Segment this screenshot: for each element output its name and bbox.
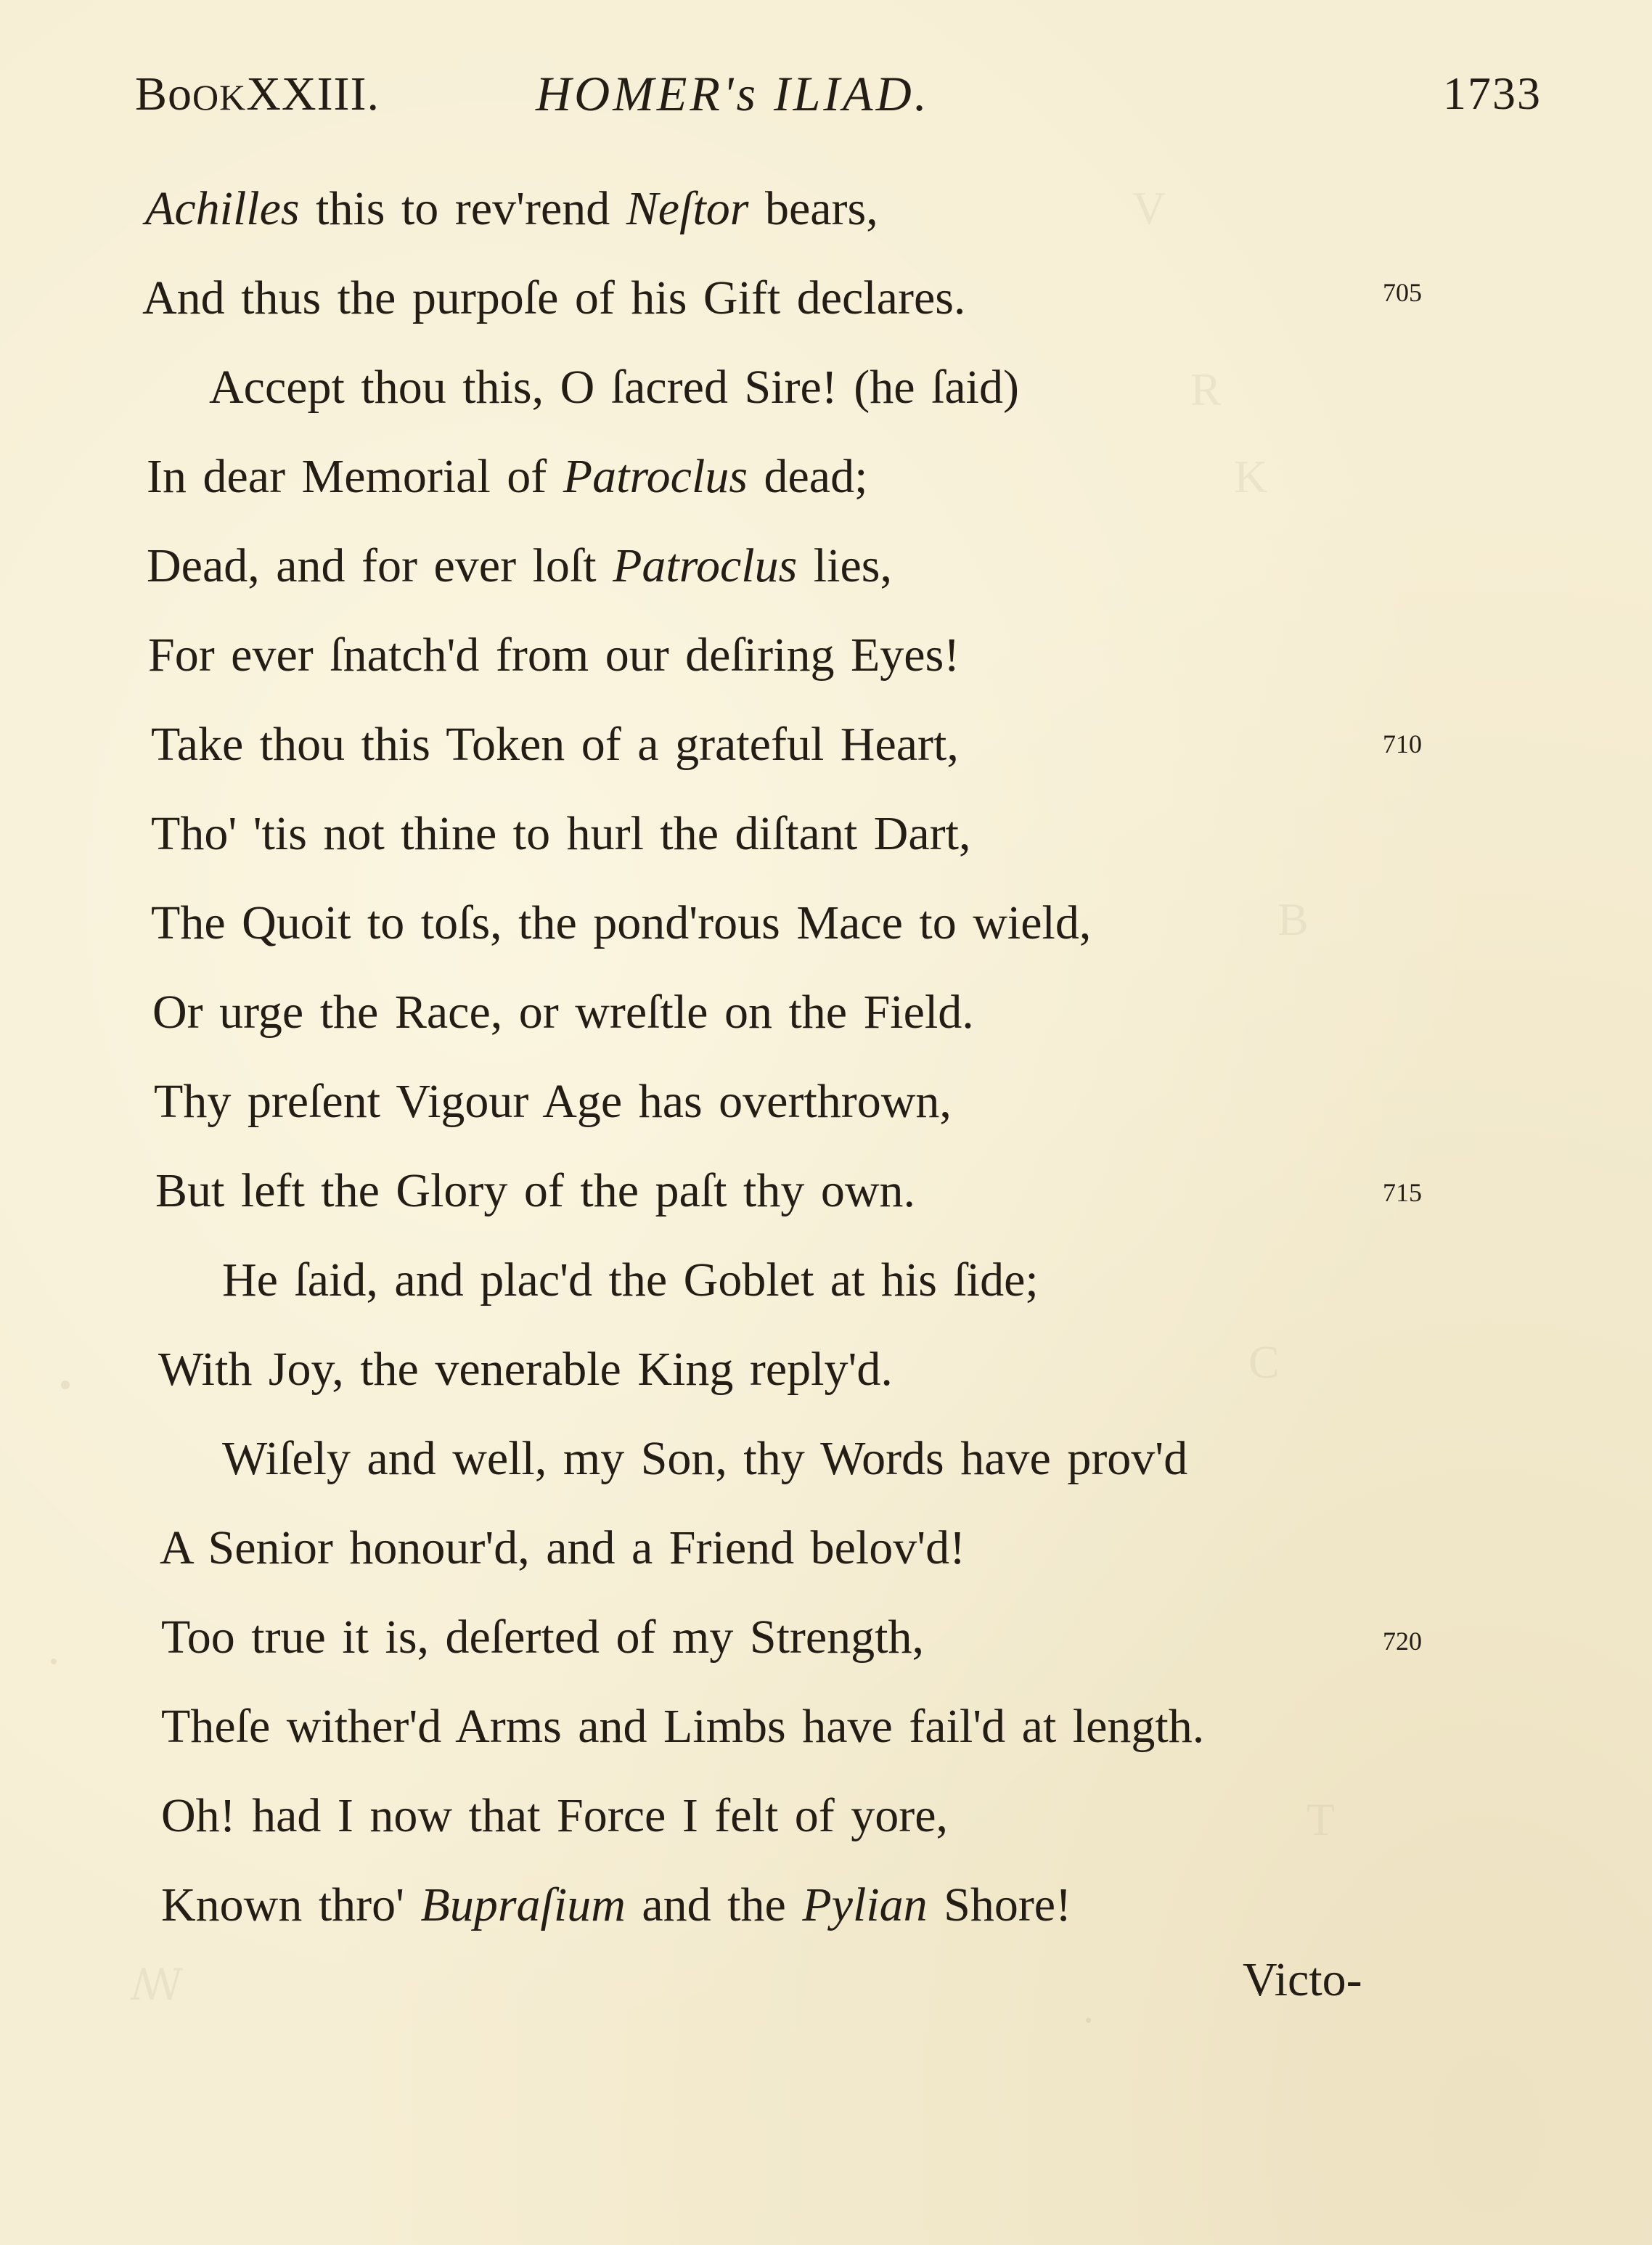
verse-line <box>209 359 1019 417</box>
verse-text: Wiſely and well, my Son, thy Words have prov'd <box>222 1432 1188 1485</box>
verse-text: Or urge the Race, or wreſtle on the Field. <box>152 986 974 1039</box>
verse-text: this to rev'rend <box>299 182 626 235</box>
verse-line <box>142 269 965 327</box>
verse-text: lies, <box>797 539 892 592</box>
verse-line <box>158 1341 893 1399</box>
verse-line <box>154 1073 952 1131</box>
verse-italic-text: Pylian <box>802 1878 928 1931</box>
paper-stain <box>61 1381 70 1389</box>
verse-line <box>147 537 892 595</box>
verse-text: In dear Memorial of <box>147 450 563 503</box>
verse-italic-text: Patroclus <box>563 450 748 503</box>
verse-line <box>161 1698 1204 1756</box>
verse-text: He ſaid, and plac'd the Goblet at his ſide; <box>222 1254 1039 1306</box>
verse-text: Oh! had I now that Force I felt of yore, <box>161 1789 948 1842</box>
bleed-through-text: T <box>1307 1794 1336 1845</box>
running-head-book-prefix: Bo <box>135 68 193 120</box>
verse-italic-text: Achilles <box>145 182 300 235</box>
verse-text: Tho' 'tis not thine to hurl the diſtant Dart, <box>151 807 971 860</box>
verse-text: dead; <box>748 450 868 503</box>
verse-line <box>151 805 970 863</box>
verse-text: Take thou this Token of a grateful Heart, <box>151 718 959 771</box>
paper-stain <box>51 1659 57 1664</box>
running-head-book-smallcaps: OK <box>192 77 247 118</box>
bleed-through-text: ꟿ <box>131 1961 184 2009</box>
catchword: Victo- <box>1243 1953 1362 2006</box>
bleed-through-text: B <box>1277 893 1309 945</box>
verse-italic-text: Neſtor <box>626 182 749 235</box>
verse-line <box>222 1430 1187 1488</box>
verse-text: Too true it is, deſerted of my Strength, <box>161 1611 925 1664</box>
bleed-through-text: R <box>1190 364 1222 415</box>
page-number: 1733 <box>1443 68 1542 119</box>
paper-stain <box>1086 2018 1091 2023</box>
bleed-through-text: C <box>1248 1336 1280 1388</box>
verse-text: The Quoit to toſs, the pond'rous Mace to wield, <box>151 896 1092 949</box>
verse-line <box>151 894 1091 952</box>
verse-text: Accept thou this, O ſacred Sire! (he ſaid) <box>209 361 1019 414</box>
verse-text: With Joy, the venerable King reply'd. <box>158 1343 893 1396</box>
verse-italic-text: Bupraſium <box>420 1878 626 1931</box>
verse-text: For ever ſnatch'd from our deſiring Eyes! <box>148 629 960 682</box>
verse-line <box>152 984 974 1042</box>
bleed-through-text: V <box>1132 182 1166 234</box>
verse-line <box>161 1787 948 1845</box>
verse-text: bears, <box>748 182 878 235</box>
running-head-book-number: XXIII. <box>246 68 380 120</box>
verse-line <box>145 180 878 238</box>
line-number-715: 715 <box>1383 1178 1422 1207</box>
line-number-710: 710 <box>1383 729 1422 758</box>
line-number-705: 705 <box>1383 278 1422 307</box>
verse-line <box>151 716 959 774</box>
verse-line <box>155 1162 915 1220</box>
verse-text: Shore! <box>927 1878 1072 1931</box>
verse-text: But left the Glory of the paſt thy own. <box>155 1164 915 1217</box>
verse-text: Theſe wither'd Arms and Limbs have fail'd at length. <box>161 1700 1205 1753</box>
verse-line <box>222 1251 1039 1309</box>
verse-line <box>161 1876 1071 1934</box>
verse-text: A Senior honour'd, and a Friend belov'd! <box>160 1521 966 1574</box>
bleed-through-text: K <box>1234 451 1268 502</box>
verse-text: Thy preſent Vigour Age has overthrown, <box>154 1075 952 1128</box>
verse-line <box>147 448 867 506</box>
verse-line <box>160 1519 965 1577</box>
verse-text: Dead, and for ever loſt <box>147 539 613 592</box>
verse-text: and the <box>625 1878 803 1931</box>
verse-text: And thus the purpoſe of his Gift declares. <box>142 271 966 324</box>
running-head-book <box>135 67 380 122</box>
verse-text: Known thro' <box>161 1878 421 1931</box>
running-head-title: HOMER's ILIAD. <box>536 66 930 121</box>
verse-line <box>161 1608 924 1667</box>
verse-italic-text: Patroclus <box>613 539 798 592</box>
line-number-720: 720 <box>1383 1627 1422 1656</box>
verse-line <box>148 626 960 684</box>
